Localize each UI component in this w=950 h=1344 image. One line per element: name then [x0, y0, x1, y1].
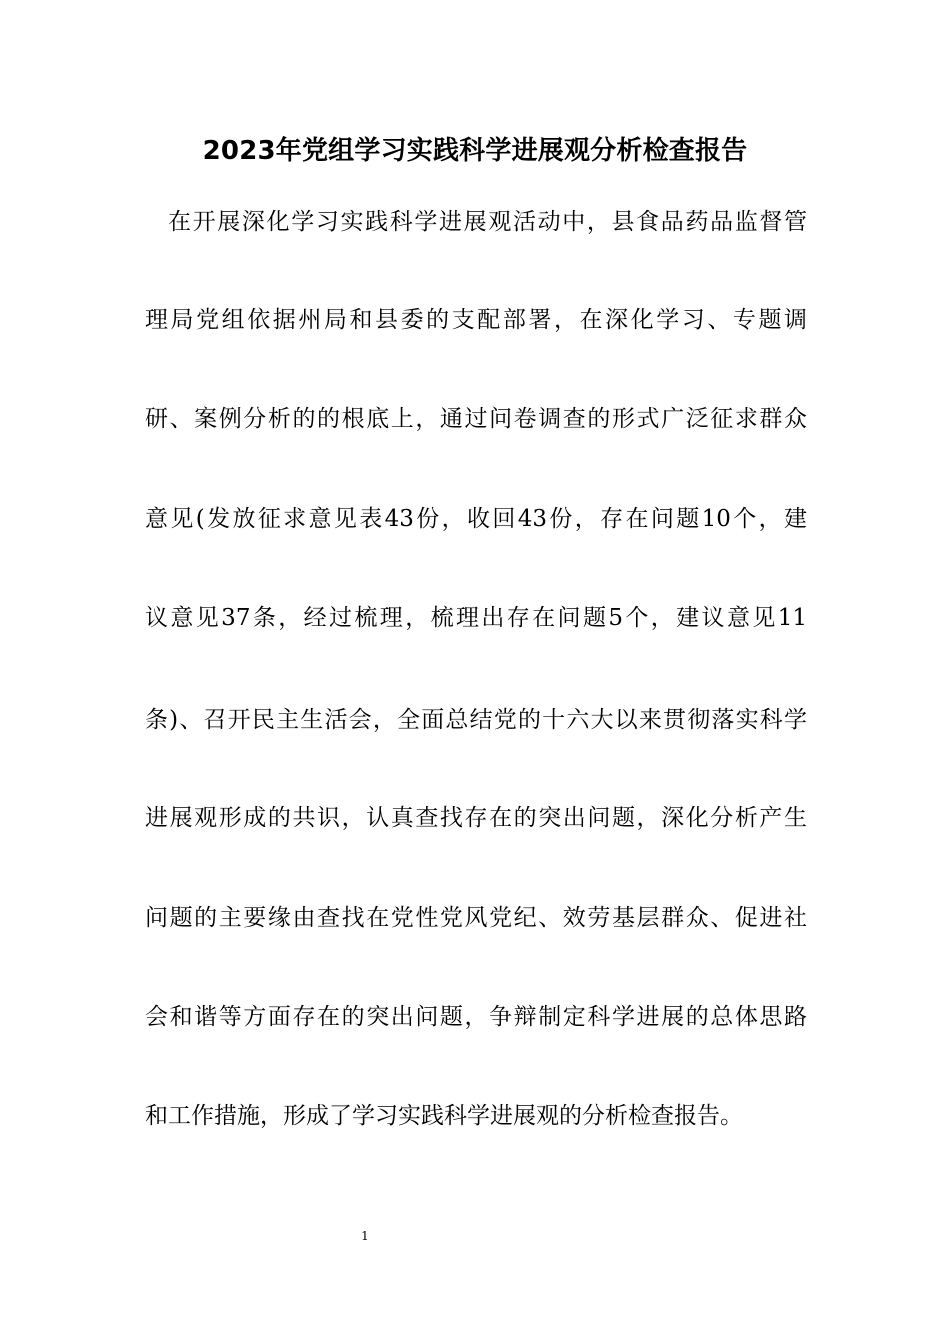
paragraph-line: 问题的主要缘由查找在党性党风党纪、效劳基层群众、促进社: [145, 905, 807, 931]
paragraph-line: 和工作措施，形成了学习实践科学进展观的分析检查报告。: [145, 1103, 743, 1129]
paragraph-line: 在开展深化学习实践科学进展观活动中，县食品药品监督管: [168, 209, 807, 235]
paragraph-line: 意见(发放征求意见表43份，收回43份，存在问题10个，建: [145, 506, 807, 532]
document-title: 2023年党组学习实践科学进展观分析检查报告: [202, 136, 748, 166]
paragraph-line: 研、案例分析的的根底上，通过问卷调查的形式广泛征求群众: [145, 406, 807, 432]
paragraph-line: 会和谐等方面存在的突出问题，争辩制定科学进展的总体思路: [145, 1004, 807, 1030]
paragraph-line: 理局党组依据州局和县委的支配部署，在深化学习、专题调: [145, 307, 807, 333]
paragraph-line: 条)、召开民主生活会，全面总结党的十六大以来贯彻落实科学: [145, 707, 807, 733]
page-number: 1: [361, 1229, 369, 1243]
paragraph-line: 议意见37条，经过梳理，梳理出存在问题5个，建议意见11: [145, 605, 807, 631]
paragraph-line: 进展观形成的共识，认真查找存在的突出问题，深化分析产生: [145, 805, 807, 831]
